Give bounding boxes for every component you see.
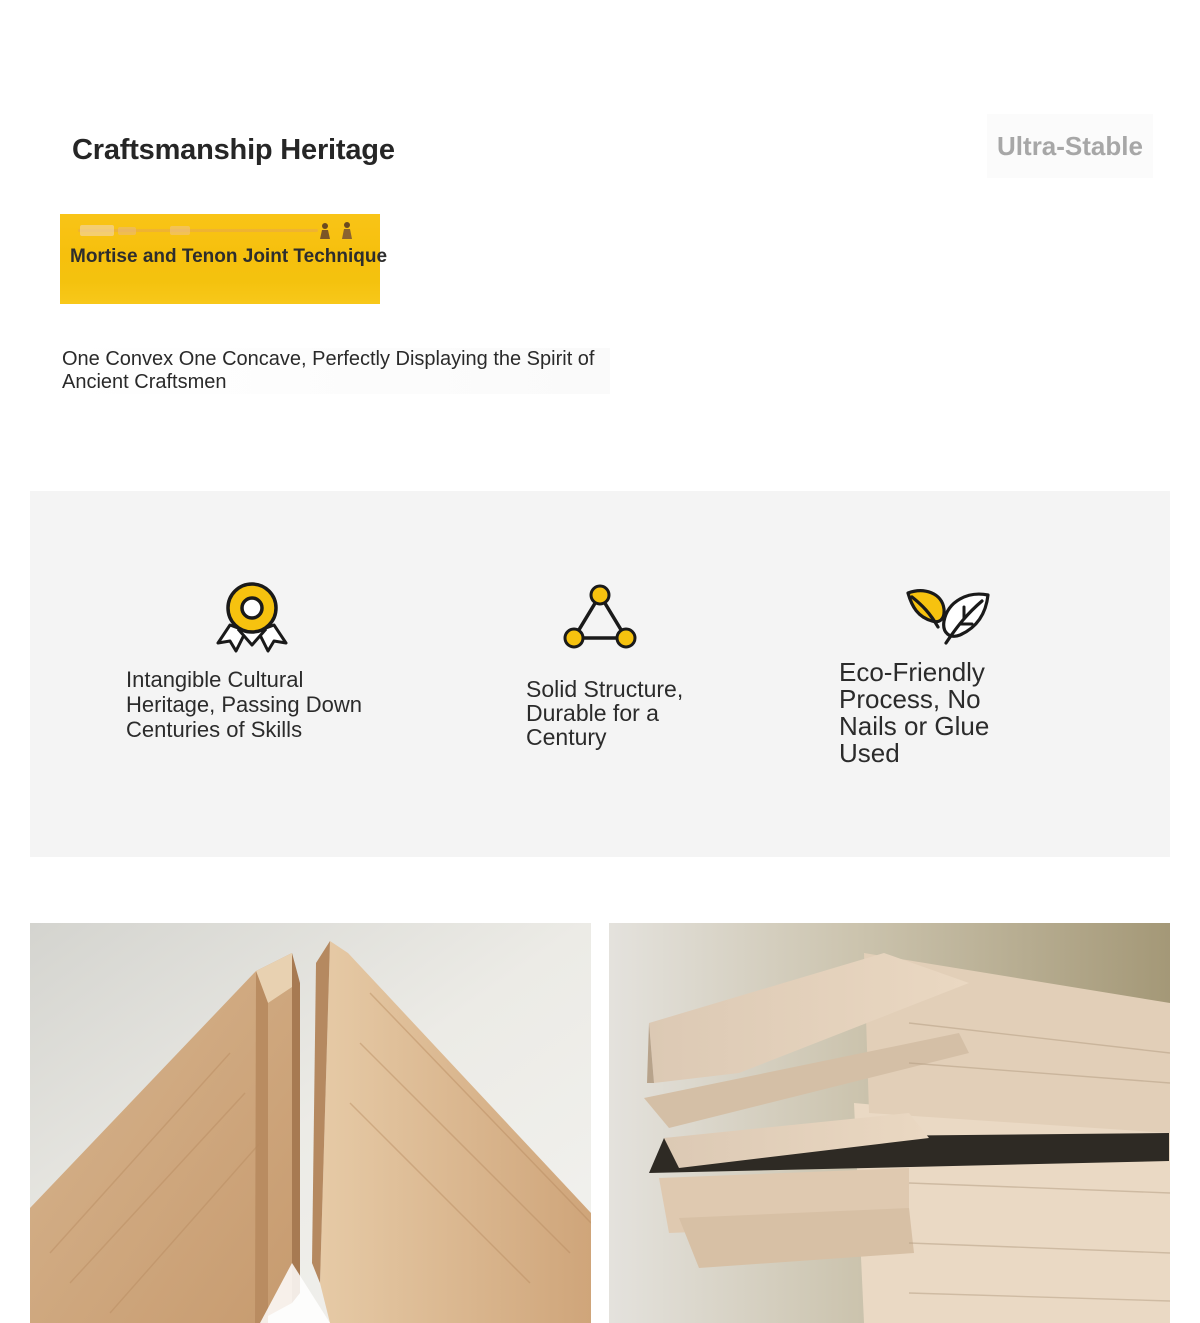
banner-decoration [78, 224, 338, 238]
tenon-boards-photo [609, 923, 1170, 1323]
ultra-stable-badge [987, 114, 1153, 178]
craftsmen-figures-icon [313, 221, 359, 241]
feature-heritage-text: Intangible Cultural Heritage, Passing Down Centuries of Skills [126, 667, 363, 742]
ultra-stable-label: Ultra-Stable [997, 130, 1143, 161]
triangle-structure-icon [562, 583, 638, 653]
mortise-corner-photo [30, 923, 591, 1323]
feature-eco-text: Eco-Friendly Process, No Nails or Glue Used [839, 657, 990, 768]
page-title: Craftsmanship Heritage [72, 134, 395, 166]
award-ribbon-icon [216, 581, 288, 653]
features-panel [30, 491, 1170, 857]
leaf-icon [904, 587, 992, 647]
banner-label: Mortise and Tenon Joint Technique [70, 246, 388, 267]
technique-description: One Convex One Concave, Perfectly Displaying the Spirit of Ancient Craftsmen [62, 348, 610, 394]
technique-banner [60, 214, 388, 304]
feature-structure-text: Solid Structure, Durable for a Century [526, 676, 684, 750]
